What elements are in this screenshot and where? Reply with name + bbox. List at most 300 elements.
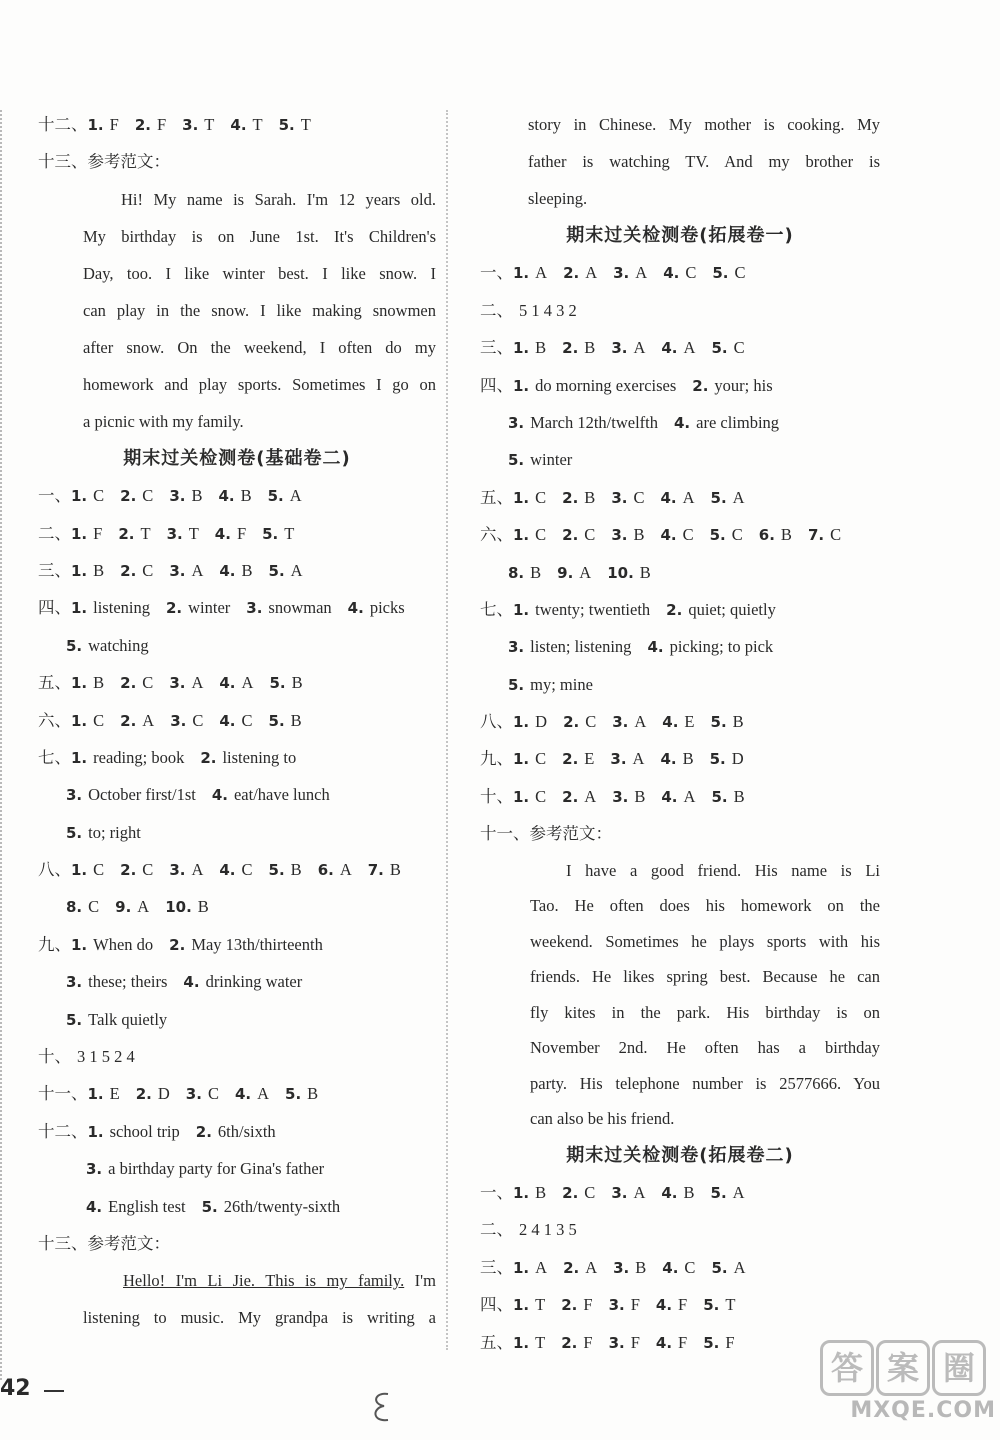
item-number: 3. <box>169 561 186 580</box>
answer-text: C <box>685 263 697 283</box>
item-number: 2. <box>195 1122 212 1141</box>
answer-line <box>38 1113 436 1150</box>
item-number: 1. <box>71 524 88 543</box>
item-number: 2. <box>562 526 579 545</box>
answer-text: A <box>339 860 352 880</box>
answer-text: C <box>93 860 105 880</box>
item-number: 4. <box>211 786 228 805</box>
item-number: 1. <box>71 935 88 954</box>
answer-line <box>38 515 436 552</box>
section-heading-extended-2: 期末过关检测卷(拓展卷二) <box>566 1144 794 1166</box>
answer-text: F <box>630 1332 640 1352</box>
item-number: 2. <box>169 935 186 954</box>
answer-line <box>480 1174 880 1211</box>
item-number: 3. <box>169 487 186 506</box>
item-number: 1. <box>87 116 104 134</box>
item-number: 4. <box>655 1333 673 1352</box>
answer-text: listen; listening <box>530 637 632 657</box>
item-number: 5. <box>267 487 284 506</box>
item-number: 1. <box>71 487 88 506</box>
item-number: 5. <box>66 823 83 842</box>
item-number: 4. <box>219 674 236 693</box>
section-heading-extended-1: 期末过关检测卷(拓展卷一) <box>566 225 794 246</box>
answer-text: C <box>633 487 645 507</box>
answer-line <box>38 589 436 626</box>
item-number: 5. <box>268 861 285 880</box>
answer-line <box>38 627 436 664</box>
essay-line: I have a good friend. His name is Li <box>566 860 880 880</box>
answer-text: F <box>583 1295 593 1315</box>
answer-text: A <box>241 673 254 693</box>
answer-text: C <box>830 525 842 545</box>
answer-text: your; his <box>714 375 773 395</box>
item-number: 3. <box>185 1085 202 1104</box>
item-number: 3. <box>66 786 83 805</box>
watermark-char: 答 <box>820 1340 874 1396</box>
item-number: 4. <box>662 1258 679 1277</box>
item-number: 3. <box>611 488 628 507</box>
section-number: 六、 <box>38 710 71 730</box>
item-number: 2. <box>120 711 137 730</box>
answer-text: C <box>142 860 154 880</box>
item-number: 1. <box>513 1333 530 1352</box>
answer-text: D <box>731 749 744 769</box>
answer-text: A <box>633 1183 646 1203</box>
section-number: 十二、 <box>38 1121 88 1141</box>
essay-li-jie <box>38 1262 436 1336</box>
item-number: 5. <box>201 1197 218 1216</box>
answer-text: T <box>300 115 311 134</box>
answer-text: to; right <box>88 822 141 842</box>
item-number: 4. <box>218 487 235 506</box>
item-number: 2. <box>562 787 579 806</box>
answer-text: C <box>88 897 100 917</box>
essay-line: party. His telephone number is 2577666. You <box>530 1073 880 1093</box>
essay-line: weekend. Sometimes he plays sports with his <box>530 931 880 951</box>
answer-text: A <box>633 338 646 358</box>
answer-line <box>480 740 880 777</box>
answer-text: B <box>241 560 253 580</box>
item-number: 1. <box>513 600 530 619</box>
column-divider <box>446 110 448 1350</box>
essay-line: My birthday is on June 1st. It's Children's <box>83 226 436 246</box>
item-number: 3. <box>508 638 525 657</box>
item-number: 3. <box>611 339 628 358</box>
essay-line: after snow. On the weekend, I often do my <box>83 337 436 357</box>
item-number: 1. <box>513 488 530 507</box>
item-number: 5. <box>710 713 727 732</box>
item-number: 6. <box>317 861 334 880</box>
answer-text: F <box>109 115 119 134</box>
section-heading-basic-2: 期末过关检测卷(基础卷二) <box>123 447 351 469</box>
answer-text: quiet; quietly <box>688 599 776 619</box>
answer-text: B <box>240 486 252 506</box>
item-number: 2. <box>120 674 137 693</box>
answer-text: When do <box>93 934 154 954</box>
answer-line <box>480 254 880 291</box>
answer-text: T <box>535 1332 546 1352</box>
answer-text: May 13th/thirteenth <box>191 934 323 954</box>
answer-text: B <box>584 338 596 358</box>
answer-text: my; mine <box>530 674 593 694</box>
item-number: 1. <box>71 748 88 767</box>
item-number: 1. <box>513 1258 530 1277</box>
item-number: 5. <box>285 1085 302 1104</box>
answer-text: D <box>157 1084 170 1104</box>
item-number: 3. <box>612 713 629 732</box>
item-number: 3. <box>246 599 263 618</box>
item-number: 3. <box>612 787 629 806</box>
answer-text: eat/have lunch <box>233 785 330 805</box>
answer-text: listening <box>93 598 150 618</box>
answer-line <box>38 1038 436 1075</box>
essay-line: father is watching TV. And my brother is <box>528 152 880 171</box>
essay-line: Day, too. I like winter best. I like snow. I <box>83 263 436 283</box>
answer-text: A <box>142 710 155 730</box>
answer-text: B <box>530 562 542 582</box>
item-number: 4. <box>663 264 680 283</box>
answer-text: D <box>535 712 548 732</box>
section-number: 四、 <box>38 598 71 618</box>
item-number: 5. <box>508 451 525 470</box>
essay-heading: 十一、参考范文： <box>480 824 612 844</box>
essay-li-tao <box>480 853 880 1137</box>
answer-text: E <box>584 749 595 769</box>
item-number: 2. <box>562 1184 579 1203</box>
essay-line: Hi! My name is Sarah. I'm 12 years old. <box>121 189 436 209</box>
item-number: 2. <box>120 487 137 506</box>
answer-text: A <box>579 562 592 582</box>
answer-line <box>38 552 436 589</box>
answer-text: F <box>236 523 247 543</box>
answer-text: C <box>142 560 154 580</box>
item-number: 1. <box>87 1085 104 1104</box>
answer-text: T <box>252 115 263 134</box>
answer-text: reading; book <box>93 747 185 767</box>
essay-line: story in Chinese. My mother is cooking. My <box>528 115 880 134</box>
answer-text: A <box>682 487 695 507</box>
answer-line <box>38 1188 436 1225</box>
item-number: 1. <box>71 711 88 730</box>
answer-text: C <box>241 710 253 730</box>
answer-text: October first/1st <box>88 785 196 805</box>
answer-line <box>480 703 880 740</box>
item-number: 3. <box>613 264 630 283</box>
answer-text: winter <box>530 450 573 470</box>
answer-text: T <box>725 1295 736 1315</box>
essay-line: Tao. He often does his homework on the <box>530 896 880 916</box>
answer-text: C <box>142 486 154 506</box>
answer-text: 3 1 5 2 4 <box>77 1047 135 1067</box>
answer-line <box>480 628 880 665</box>
item-number: 1. <box>71 861 88 880</box>
answer-text: C <box>535 525 547 545</box>
answer-text: 26th/twenty-sixth <box>223 1196 341 1216</box>
item-number: 5. <box>703 1296 720 1315</box>
item-number: 4. <box>647 638 664 657</box>
item-number: 4. <box>347 599 364 618</box>
answer-text: B <box>584 487 596 507</box>
section-number: 四、 <box>480 1295 513 1315</box>
page-number: 42 <box>0 1376 31 1401</box>
item-number: 3. <box>169 674 186 693</box>
answer-text: B <box>535 338 547 358</box>
answer-line <box>38 664 436 701</box>
answer-text: A <box>732 487 745 507</box>
answer-line <box>480 666 880 703</box>
answer-line <box>38 851 436 888</box>
item-number: 2. <box>561 1296 578 1315</box>
item-number: 5. <box>66 636 83 655</box>
answer-text: C <box>207 1084 219 1104</box>
item-number: 5. <box>508 675 525 694</box>
item-number: 4. <box>234 1085 252 1104</box>
answer-text: E <box>684 712 695 732</box>
answer-text: T <box>535 1295 546 1315</box>
answer-text: F <box>583 1332 593 1352</box>
essay-line: fly kites in the park. His birthday is on <box>530 1002 880 1022</box>
answer-text: A <box>683 786 696 806</box>
answer-text: drinking water <box>205 972 303 992</box>
underlined-text: Hello! I'm Li Jie. This is my family. <box>123 1271 405 1291</box>
answer-text: F <box>678 1295 688 1315</box>
section-number: 九、 <box>480 749 513 769</box>
answer-text: F <box>725 1332 735 1352</box>
answer-line <box>480 292 880 329</box>
answer-text: B <box>389 860 401 880</box>
answer-line <box>480 1286 880 1323</box>
section-number: 五、 <box>38 673 71 693</box>
answer-text: F <box>156 115 167 134</box>
answer-line <box>38 926 436 963</box>
item-number: 4. <box>219 561 236 580</box>
answer-text: 2 4 1 3 5 <box>519 1220 577 1240</box>
item-number: 9. <box>557 563 574 582</box>
item-number: 3. <box>166 524 183 543</box>
answer-text: A <box>732 1183 745 1203</box>
section-number: 七、 <box>480 599 513 619</box>
answer-text: March 12th/twelfth <box>530 412 658 432</box>
answer-text: picking; to pick <box>669 637 774 657</box>
section-number: 七、 <box>38 747 71 767</box>
answer-text: C <box>535 786 547 806</box>
answer-text: A <box>585 1257 598 1277</box>
answer-line <box>480 516 880 553</box>
answer-text: A <box>257 1084 270 1104</box>
essay-line <box>83 1262 436 1299</box>
essay-line: friends. He likes spring best. Because he can <box>530 967 880 987</box>
answer-line <box>480 1211 880 1248</box>
answer-text: C <box>684 1257 696 1277</box>
section-number: 二、 <box>480 300 513 320</box>
essay-line: a picnic with my family. <box>83 411 244 431</box>
answer-text: 6th/sixth <box>217 1121 276 1141</box>
item-number: 2. <box>118 524 135 543</box>
item-number: 3. <box>611 1184 628 1203</box>
item-number: 1. <box>513 526 530 545</box>
answer-text: C <box>584 525 596 545</box>
answer-text: A <box>137 897 150 917</box>
answer-text: do morning exercises <box>535 375 677 395</box>
answer-text: B <box>683 1183 695 1203</box>
item-number: 1. <box>71 561 88 580</box>
section-number: 十一、 <box>38 1084 88 1104</box>
answer-text: A <box>191 860 204 880</box>
item-number: 5. <box>712 264 729 283</box>
essay-li-jie-continued <box>480 106 880 217</box>
answer-line <box>480 554 880 591</box>
item-number: 3. <box>170 711 187 730</box>
answer-text: B <box>732 712 744 732</box>
section-number: 四、 <box>480 375 513 395</box>
item-number: 4. <box>673 413 691 432</box>
answer-text: F <box>93 523 103 543</box>
answer-text: school trip <box>109 1121 180 1141</box>
item-number: 5. <box>710 1184 727 1203</box>
section-number: 五、 <box>480 1332 513 1352</box>
answer-line <box>38 814 436 851</box>
answer-text: B <box>780 525 792 545</box>
item-number: 2. <box>666 600 683 619</box>
answer-text: A <box>634 712 647 732</box>
page-number-rule <box>44 1390 64 1392</box>
answer-text: C <box>192 710 204 730</box>
section-number: 十、 <box>38 1047 71 1067</box>
section-number: 八、 <box>480 712 513 732</box>
answer-text: A <box>191 560 204 580</box>
answer-text: B <box>634 786 646 806</box>
item-number: 1. <box>513 1184 530 1203</box>
item-number: 4. <box>661 1184 678 1203</box>
item-number: 4. <box>660 750 677 769</box>
answer-text: Talk quietly <box>88 1009 168 1029</box>
answer-text: C <box>93 486 105 506</box>
answer-text: B <box>291 673 303 693</box>
pen-scribble <box>368 1390 398 1434</box>
section-number: 一、 <box>480 263 513 283</box>
answer-line <box>480 367 880 404</box>
answer-text: picks <box>369 598 405 618</box>
item-number: 4. <box>230 116 247 134</box>
answer-text: snowman <box>268 598 332 618</box>
answer-text: A <box>289 486 302 506</box>
essay-text: I'm <box>404 1271 436 1291</box>
answer-text: are climbing <box>696 412 780 432</box>
item-number: 2. <box>561 1333 578 1352</box>
item-number: 1. <box>513 376 530 395</box>
item-number: 3. <box>182 116 199 134</box>
item-number: 4. <box>86 1197 103 1216</box>
answer-text: A <box>635 263 648 283</box>
section-number: 十、 <box>480 786 513 806</box>
answer-line <box>480 441 880 478</box>
item-number: 4. <box>214 524 231 543</box>
item-number: 7. <box>367 861 384 880</box>
item-number: 8. <box>66 898 83 917</box>
answer-text: B <box>682 749 694 769</box>
answer-text: B <box>535 1183 547 1203</box>
answer-text: B <box>93 673 105 693</box>
answer-text: B <box>290 860 302 880</box>
item-number: 2. <box>562 750 579 769</box>
item-number: 4. <box>183 973 200 992</box>
answer-line <box>38 1001 436 1038</box>
answer-text: C <box>535 487 547 507</box>
item-number: 5. <box>269 674 286 693</box>
item-number: 5. <box>711 787 728 806</box>
section-number: 一、 <box>38 486 71 506</box>
section-number: 五、 <box>480 487 513 507</box>
answer-text: C <box>585 712 597 732</box>
watermark-logo <box>820 1340 996 1432</box>
section-number: 三、 <box>38 560 71 580</box>
answer-text: B <box>290 710 302 730</box>
item-number: 1. <box>513 339 530 358</box>
answer-text: watching <box>88 635 149 655</box>
binding-margin <box>0 110 14 1380</box>
answer-line <box>38 739 436 776</box>
answer-text: A <box>632 749 645 769</box>
answer-line <box>38 1075 436 1112</box>
item-number: 2. <box>120 861 137 880</box>
answer-text: C <box>142 673 154 693</box>
watermark-char: 案 <box>876 1340 930 1396</box>
item-number: 4. <box>655 1296 673 1315</box>
answer-text: B <box>639 562 651 582</box>
answer-line <box>38 106 436 143</box>
answer-text: T <box>140 523 151 543</box>
answer-text: B <box>633 525 645 545</box>
section-number: 一、 <box>480 1183 513 1203</box>
answer-text: T <box>204 115 215 134</box>
answer-line <box>480 778 880 815</box>
item-number: 5. <box>709 526 726 545</box>
essay-heading: 十三、参考范文： <box>38 1233 170 1253</box>
answer-text: B <box>635 1257 647 1277</box>
answer-text: listening to <box>222 747 297 767</box>
answer-line <box>38 702 436 739</box>
item-number: 2. <box>563 264 580 283</box>
answer-text: B <box>191 486 203 506</box>
answer-text: A <box>584 786 597 806</box>
item-number: 2. <box>562 339 579 358</box>
item-number: 5. <box>711 1258 728 1277</box>
answer-text: C <box>734 263 746 283</box>
answer-line <box>38 776 436 813</box>
item-number: 2. <box>120 561 137 580</box>
essay-line: can also be his friend. <box>530 1109 675 1129</box>
answer-text: A <box>585 263 598 283</box>
answer-text: twenty; twentieth <box>535 599 651 619</box>
answer-line <box>38 888 436 925</box>
watermark-char: 圈 <box>932 1340 986 1396</box>
essay-sarah <box>38 181 436 440</box>
item-number: 5. <box>709 750 726 769</box>
item-number: 4. <box>219 861 236 880</box>
item-number: 6. <box>758 526 775 545</box>
answer-line <box>480 479 880 516</box>
answer-text: winter <box>188 598 231 618</box>
item-number: 10. <box>607 563 634 582</box>
item-number: 5. <box>262 524 279 543</box>
item-number: 1. <box>71 674 88 693</box>
watermark-url: MXQE.COM <box>850 1398 996 1423</box>
item-number: 2. <box>692 376 709 395</box>
answer-text: T <box>284 523 295 543</box>
answer-text: C <box>241 860 253 880</box>
essay-line: November 2nd. He often has a birthday <box>530 1038 880 1058</box>
item-number: 4. <box>660 488 677 507</box>
